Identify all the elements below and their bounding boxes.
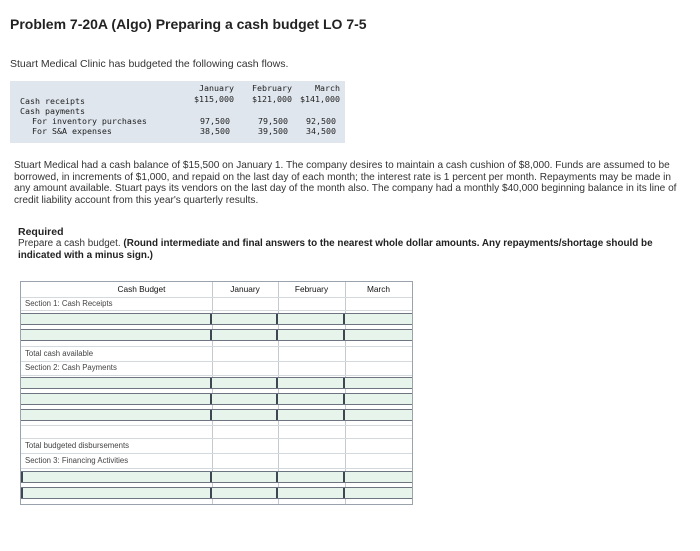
payments-input-february[interactable] — [276, 394, 344, 404]
row-divider — [21, 453, 412, 454]
required-note: (Round intermediate and final answers to the nearest whole dollar amounts. Any repayments/shortage should be indicated with a minus sign.) — [18, 238, 653, 261]
sga-expenses-label: For S&A expenses — [32, 126, 112, 136]
row-divider — [21, 310, 412, 311]
row-divider — [21, 375, 412, 376]
problem-title: Problem 7-20A (Algo) Preparing a cash budget LO 7-5 — [10, 16, 367, 32]
required-instructions — [18, 238, 678, 262]
inventory-january: 97,500 — [200, 116, 230, 126]
cash-budget-header: Cash Budget — [117, 284, 166, 294]
row-divider — [21, 425, 412, 426]
financing-input-row[interactable] — [21, 487, 412, 499]
section3-label: Section 3: Financing Activities — [25, 456, 129, 465]
payments-input-row[interactable] — [21, 377, 412, 389]
payments-input-march[interactable] — [343, 378, 412, 388]
row-divider — [21, 346, 412, 347]
payments-input-january[interactable] — [210, 378, 277, 388]
payments-input-march[interactable] — [343, 410, 412, 420]
receipts-input-row[interactable] — [21, 329, 412, 341]
receipts-input-january[interactable] — [210, 330, 277, 340]
inventory-february: 79,500 — [258, 116, 288, 126]
cash-payments-label: Cash payments — [20, 106, 85, 116]
payments-input-row[interactable] — [21, 393, 412, 405]
financing-input-february[interactable] — [276, 488, 344, 498]
cash-receipts-label: Cash receipts — [20, 96, 85, 106]
month-header-february: February — [252, 83, 292, 93]
receipts-january: $115,000 — [194, 94, 234, 104]
financing-input-label[interactable] — [21, 472, 211, 482]
row-divider — [21, 361, 412, 362]
required-lead: Prepare a cash budget. — [18, 238, 121, 249]
cash-flows-table — [10, 81, 345, 143]
receipts-input-march[interactable] — [343, 330, 412, 340]
inventory-purchases-label: For inventory purchases — [32, 116, 147, 126]
section1-label: Section 1: Cash Receipts — [25, 299, 113, 308]
sga-march: 34,500 — [306, 126, 336, 136]
financing-input-label[interactable] — [21, 488, 211, 498]
financing-input-january[interactable] — [210, 472, 277, 482]
receipts-input-february[interactable] — [276, 314, 344, 324]
payments-input-january[interactable] — [210, 410, 277, 420]
sga-january: 38,500 — [200, 126, 230, 136]
total-available-label: Total cash available — [25, 349, 94, 358]
receipts-input-february[interactable] — [276, 330, 344, 340]
column-header-january: January — [230, 284, 260, 294]
row-divider — [21, 468, 412, 469]
required-heading: Required — [18, 226, 64, 238]
payments-input-february[interactable] — [276, 378, 344, 388]
problem-description: Stuart Medical had a cash balance of $15,500 on January 1. The company desires to maintain a cash cushion of $8,000. Funds are assumed to be borrowed, in increments of $1,000, and repaid on the last day of each month; the interest rate is 1 percent per month. Repayments may be made in any amount available. Stuart pays its vendors on the last day of the month also. The company had a monthly $40,000 beginning balance in its line of credit liability account from this year's quarterly results. — [14, 160, 677, 206]
receipts-input-march[interactable] — [343, 314, 412, 324]
receipts-input-january[interactable] — [210, 314, 277, 324]
column-header-february: February — [294, 284, 329, 294]
inventory-march: 92,500 — [306, 116, 336, 126]
financing-input-march[interactable] — [343, 488, 412, 498]
section2-label: Section 2: Cash Payments — [25, 363, 117, 372]
month-header-march: March — [315, 83, 340, 93]
sga-february: 39,500 — [258, 126, 288, 136]
financing-input-row[interactable] — [21, 471, 412, 483]
column-header-march: March — [366, 284, 391, 294]
receipts-input-row[interactable] — [21, 313, 412, 325]
financing-input-march[interactable] — [343, 472, 412, 482]
payments-input-row[interactable] — [21, 409, 412, 421]
total-disbursements-label: Total budgeted disbursements — [25, 441, 130, 450]
payments-input-march[interactable] — [343, 394, 412, 404]
receipts-february: $121,000 — [252, 94, 292, 104]
receipts-march: $141,000 — [300, 94, 340, 104]
row-divider — [21, 438, 412, 439]
intro-text: Stuart Medical Clinic has budgeted the following cash flows. — [10, 58, 289, 70]
payments-input-january[interactable] — [210, 394, 277, 404]
financing-input-february[interactable] — [276, 472, 344, 482]
month-header-january: January — [199, 83, 234, 93]
cash-budget-table — [20, 281, 413, 505]
financing-input-january[interactable] — [210, 488, 277, 498]
payments-input-february[interactable] — [276, 410, 344, 420]
row-divider — [21, 297, 412, 298]
